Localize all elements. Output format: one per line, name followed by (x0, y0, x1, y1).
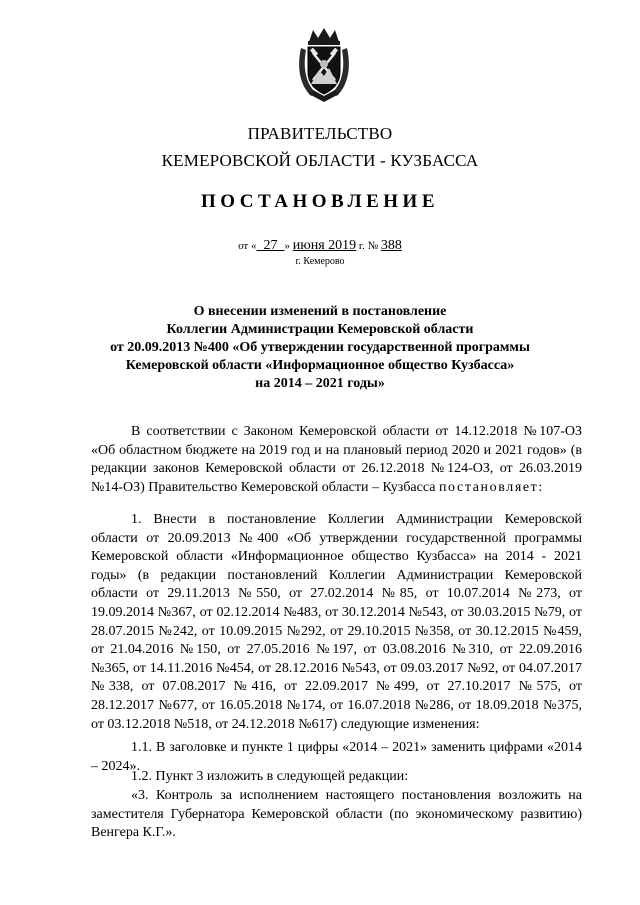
title-line: на 2014 – 2021 годы» (255, 376, 385, 391)
date-prefix: от « (238, 240, 257, 252)
decrees-word: постановляет: (438, 479, 544, 495)
decree-title (80, 303, 560, 393)
decree-number-label: № (367, 240, 379, 252)
preamble-text: В соответствии с Законом Кемеровской области от 14.12.2018 №107-ОЗ «Об областном бюджете на 2019 год и на плановый период 2020 и 2021 годов» (в редакции законов Кемеровской области от 26.12.2018 №124-ОЗ, от 26.03.2019 №14-ОЗ) Правительство Кемеровской области – Кузбасса (91, 424, 582, 495)
date-day-close: » (284, 240, 290, 252)
decree-date-line (0, 238, 640, 254)
item-1-2-paragraph: 1.2. Пункт 3 изложить в следующей редакции: (131, 769, 409, 784)
title-line: от 20.09.2013 №400 «Об утверждении государственной программы (110, 340, 530, 355)
item-3-quote-paragraph: «3. Контроль за исполнением настоящего постановления возложить на заместителя Губернатора Кемеровской области (по экономическому развитию) Венгера К.Г.». (91, 788, 582, 841)
coat-of-arms-emblem (295, 26, 353, 104)
document-type-heading: ПОСТАНОВЛЕНИЕ (200, 191, 440, 212)
date-month-year: июня 2019 (292, 238, 357, 253)
decree-number: 388 (380, 238, 402, 253)
item-1-1-paragraph: 1.1. В заголовке и пункте 1 цифры «2014 – 2021» заменить цифрами «2014 – 2024». (91, 740, 582, 774)
government-name-line1: ПРАВИТЕЛЬСТВО (247, 124, 393, 143)
date-year-suffix: г. (358, 240, 365, 252)
preamble-paragraph (91, 423, 582, 497)
city-name: г. Кемерово (295, 256, 345, 267)
government-name-line2: КЕМЕРОВСКОЙ ОБЛАСТИ - КУЗБАССА (161, 151, 479, 170)
title-line: О внесении изменений в постановление (193, 304, 447, 319)
title-line: Кемеровской области «Информационное общество Кузбасса» (125, 358, 515, 373)
item-1-paragraph: 1. Внести в постановление Коллегии Администрации Кемеровской области от 20.09.2013 №400 «Об утверждении государственной программы Кемеровской области «Информационное общество Кузбасса» на 2014 - 2021 годы» (в редакции постановлений Коллегии Администрации Кемеровской области от 29.11.2013 №550, от 27.02.2014 №85, от 10.07.2014 №273, от 19.09.2014 №367, от 02.12.2014 №483, от 30.12.2014 №543, от 30.03.2015 №79, от 28.07.2015 №242, от 10.09.2015 №292, от 29.10.2015 №358, от 30.12.2015 №459, от 21.04.2016 №150, от 27.05.2016 №197, от 03.08.2016 №310, от 22.09.2016 №365, от 14.11.2016 №454, от 28.12.2016 №543, от 09.03.2017 №92, от 04.07.2017 №338, от 07.08.2017 №416, от 22.09.2017 №499, от 27.10.2017 №575, от 28.12.2017 №677, от 16.05.2018 №174, от 16.07.2018 №286, от 18.09.2018 №375, от 03.12.2018 №518, от 24.12.2018 №617) следующие изменения: (91, 512, 582, 732)
title-line: Коллегии Администрации Кемеровской области (166, 322, 474, 337)
date-day: 27 (263, 238, 278, 253)
